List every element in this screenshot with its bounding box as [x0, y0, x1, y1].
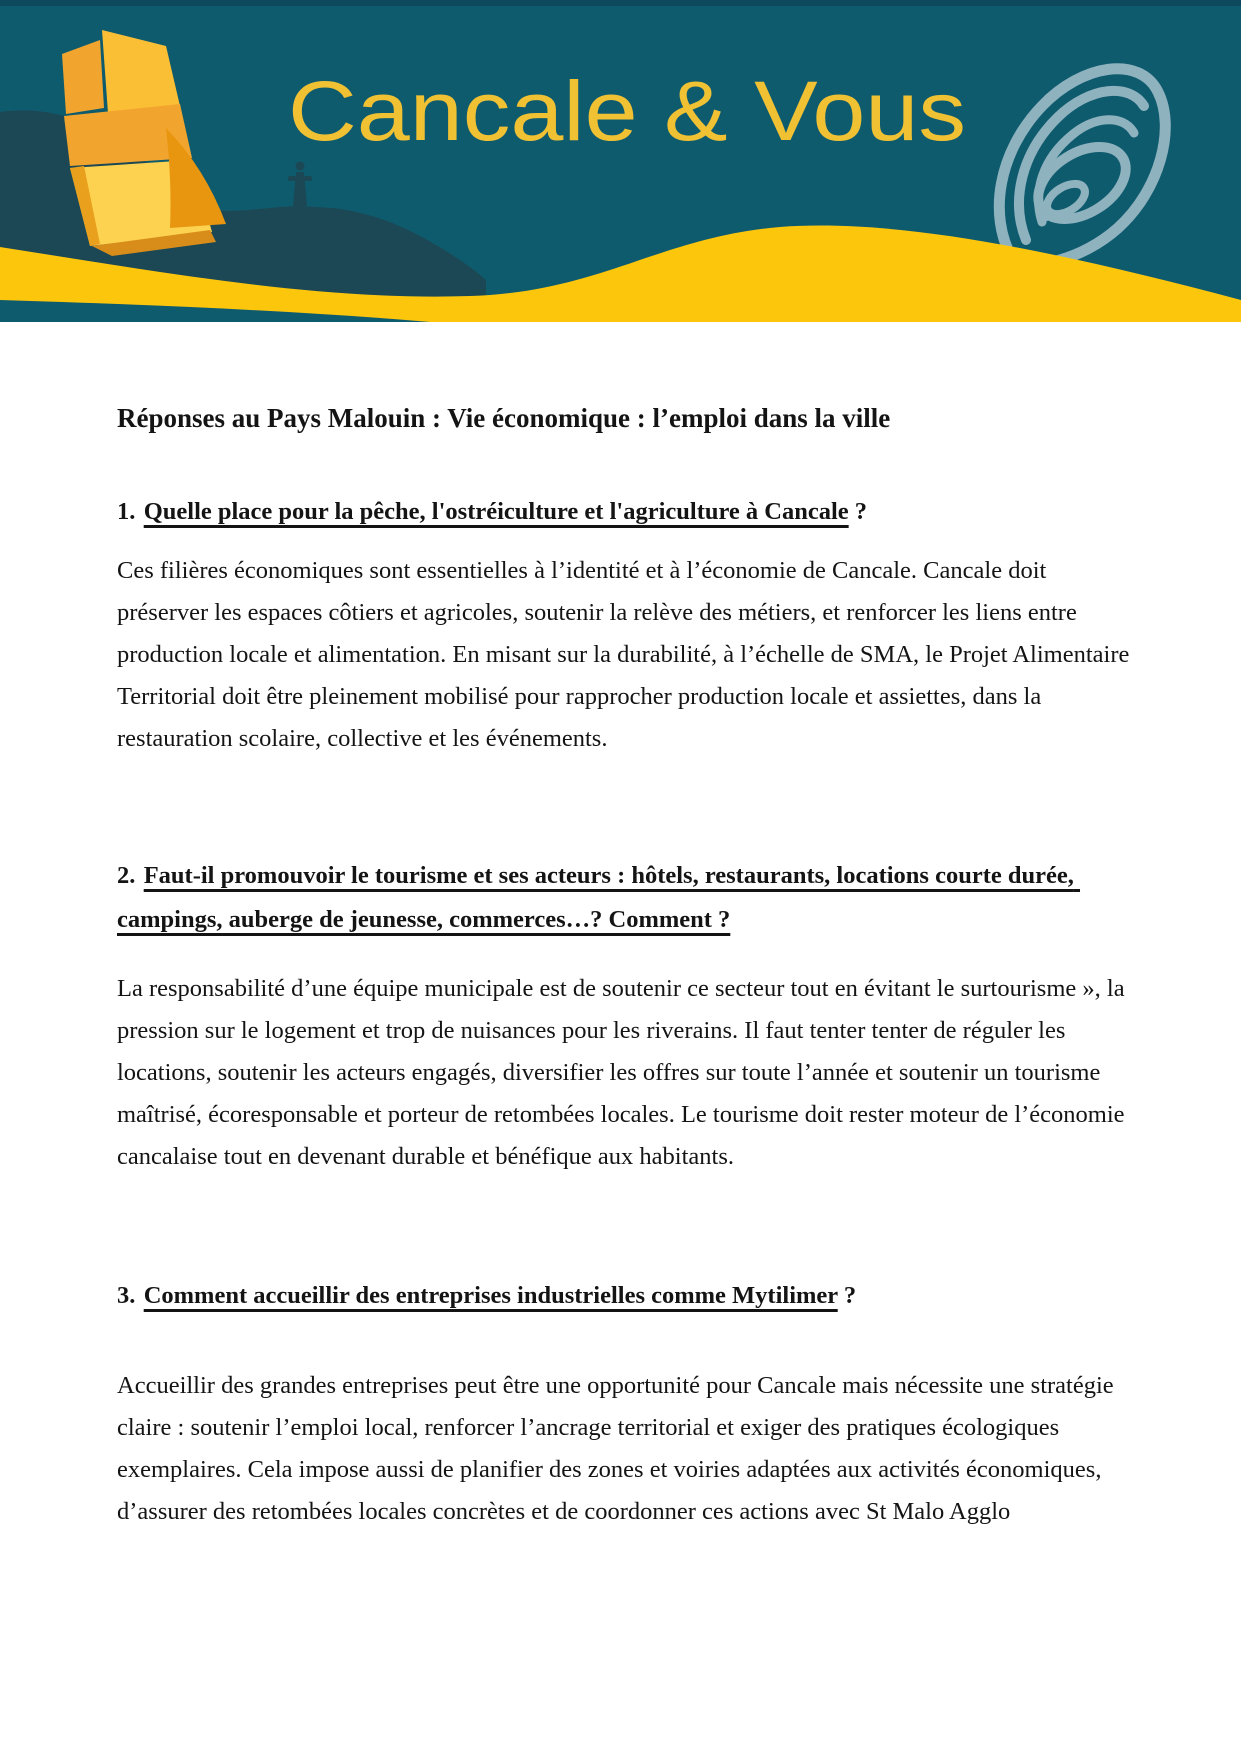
section-tourisme — [117, 854, 1135, 1178]
question-3-suffix: ? — [837, 1282, 857, 1309]
brand-wordmark: Cancale & Vous — [288, 64, 966, 158]
question-3-heading — [117, 1274, 1135, 1318]
question-3-text: Comment accueillir des entreprises industrielles comme Mytilimer — [143, 1282, 838, 1309]
header-banner — [0, 0, 1241, 322]
question-2-heading — [117, 854, 1135, 942]
answer-2-paragraph: La responsabilité d’une équipe municipale est de soutenir ce secteur tout en évitant le surtourisme », la pression sur le logement et trop de nuisances pour les riverains. Il faut tenter tenter de réguler les locations, soutenir les acteurs engagés, diversifier les offres sur toute l’année et soutenir un tourisme maîtrisé, écoresponsable et porteur de retombées locales. Le tourisme doit rester moteur de l’économie cancalaise tout en devenant durable et bénéfique aux habitants. — [117, 975, 1131, 1170]
section-peche-ostreiculture — [117, 490, 1135, 760]
banner-top-edge — [0, 0, 1241, 6]
question-1-text: Quelle place pour la pêche, l'ostréiculture et l'agriculture à Cancale — [143, 498, 849, 525]
answer-1-paragraph: Ces filières économiques sont essentielles à l’identité et à l’économie de Cancale. Cancale doit préserver les espaces côtiers et agricoles, soutenir la relève des métiers, et renforcer les liens entre production locale et alimentation. En misant sur la durabilité, à l’échelle de SMA, le Projet Alimentaire Territorial doit être pleinement mobilisé pour rapprocher production locale et assiettes, dans la restauration scolaire, collective et les événements. — [117, 557, 1136, 752]
question-1-suffix: ? — [848, 498, 868, 525]
question-2-text: Faut-il promouvoir le tourisme et ses acteurs : hôtels, restaurants, locations courte durée, campings, auberge de jeunesse, commerces…? Comment ? — [117, 862, 1081, 933]
page-title: Réponses au Pays Malouin : Vie économique : l’emploi dans la ville — [117, 403, 891, 433]
question-1-number: 1. — [117, 498, 136, 525]
question-3-number: 3. — [117, 1282, 136, 1309]
document-body — [0, 396, 1241, 1533]
section-entreprises-industrielles — [117, 1274, 1135, 1533]
question-1-heading — [117, 490, 1135, 534]
question-2-number: 2. — [117, 862, 136, 889]
answer-3-paragraph: Accueillir des grandes entreprises peut être une opportunité pour Cancale mais nécessite une stratégie claire : soutenir l’emploi local, renforcer l’ancrage territorial et exiger des pratiques écologiques exemplaires. Cela impose aussi de planifier des zones et voiries adaptées aux activités économiques, d’assurer des retombées locales concrètes et de coordonner ces actions avec St Malo Agglo — [117, 1372, 1120, 1525]
